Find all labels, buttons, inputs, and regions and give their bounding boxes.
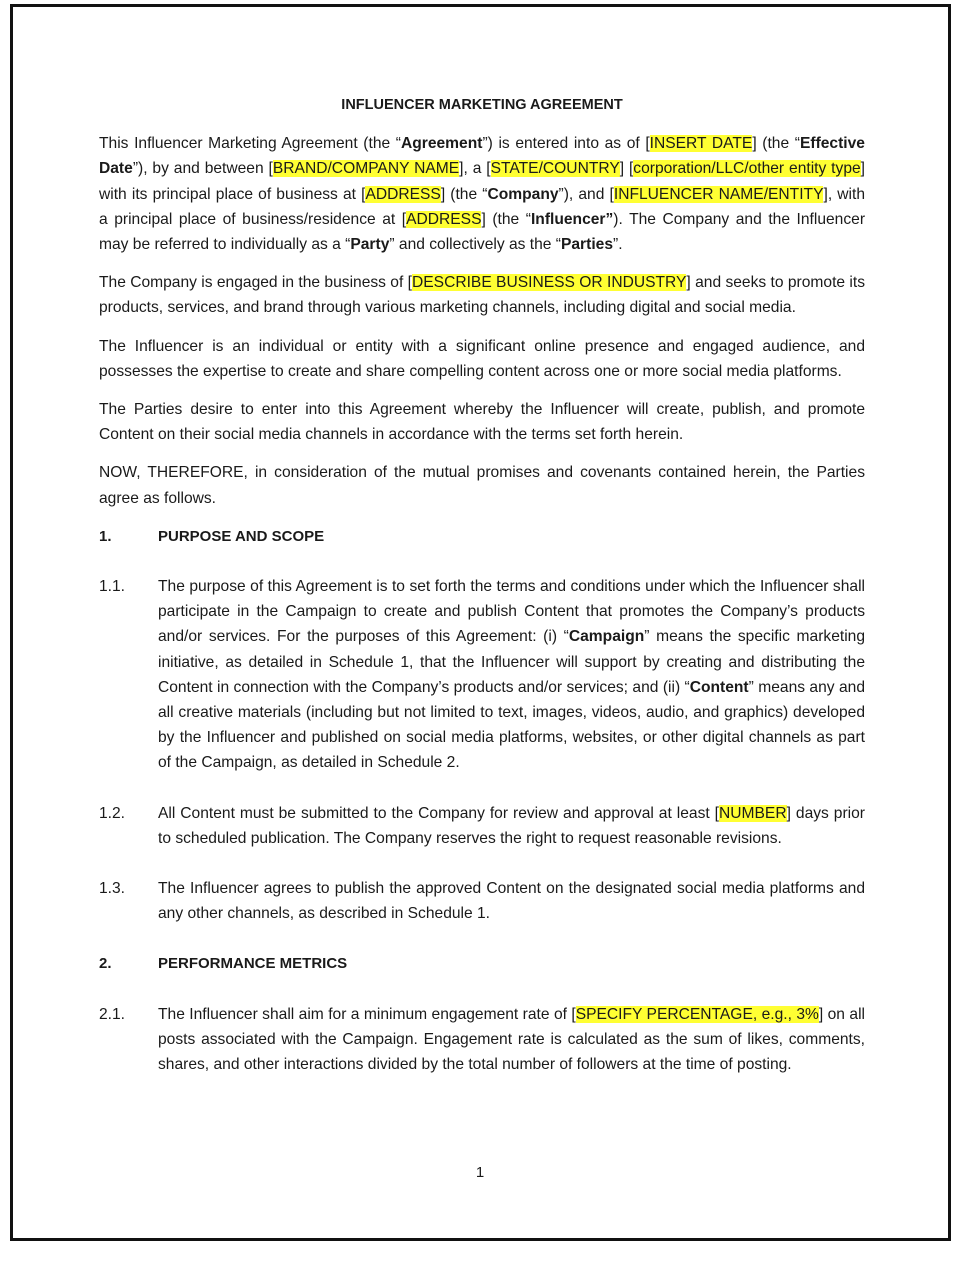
text-run: ” means any and all creative materials (including but not limited to text, images, videos, audio, and graphics) developed by the Influencer and published on social media platforms, websites, or other digital channels as part of the Campaign, as detailed in Schedule 2.: [158, 678, 865, 772]
text-run: This Influencer Marketing Agreement (the “: [99, 135, 401, 153]
section-number: 2.: [99, 955, 112, 973]
placeholder-business: DESCRIBE BUSINESS OR INDUSTRY: [412, 274, 687, 292]
placeholder-address-company: ADDRESS: [365, 185, 441, 203]
text-run: ] on all posts associated with the Campaign. Engagement rate is calculated as the sum of likes, comments, shares, and other interactions divided by the total number of followers at the time of posting.: [158, 1005, 865, 1074]
section-number: 1.: [99, 527, 112, 545]
clause-1-2: [99, 801, 865, 851]
text-run: ). The Company and the Influencer may be referred to individually as a “: [99, 210, 866, 254]
business-paragraph: [99, 270, 865, 320]
term-parties: Parties: [560, 236, 613, 254]
page-number: 1: [475, 1164, 485, 1181]
text-run: ”), and [: [558, 185, 614, 203]
influencer-paragraph: The Influencer is an individual or entity with a significant online presence and engaged audience, and possesses the expertise to create and share compelling content across one or more social media platforms.: [99, 337, 865, 380]
section-title: PERFORMANCE METRICS: [158, 955, 348, 973]
text-run: ” means the specific marketing initiative, as detailed in Schedule 1, that the Influencer will support by creating and distributing the Content in connection with the Company’s products and/or services; and (ii) “: [158, 628, 866, 696]
placeholder-insert-date: INSERT DATE: [649, 135, 753, 153]
clause-text: [158, 1002, 865, 1078]
text-run: ”), by and between [: [132, 160, 273, 178]
term-effective-date: Effective Date: [99, 135, 865, 178]
text-run: ] (the “: [481, 210, 531, 228]
clause-text: [158, 574, 865, 776]
text-run: ] (the “: [752, 135, 800, 153]
text-run: ], a [: [459, 160, 491, 178]
text-run: The Influencer shall aim for a minimum engagement rate of [: [158, 1005, 576, 1023]
placeholder-number: NUMBER: [719, 804, 787, 822]
placeholder-entity-type: corporation/LLC/other entity type: [633, 160, 861, 178]
section-heading-2: [99, 951, 865, 976]
text-run: The purpose of this Agreement is to set forth the terms and conditions under which the Influencer shall participate in the Campaign to create and publish Content that promotes the Company’s products and/or services. For the purposes of this Agreement: (i) “: [158, 578, 865, 646]
clause-2-1: [99, 1002, 865, 1078]
term-party: Party: [350, 236, 390, 254]
parties-desire-paragraph: The Parties desire to enter into this Agreement whereby the Influencer will create, publish, and promote Content on their social media channels in accordance with the terms set forth herein.: [99, 401, 865, 444]
text-run: ] [: [619, 160, 634, 178]
term-company: Company: [487, 185, 559, 203]
placeholder-brand-name: BRAND/COMPANY NAME: [272, 160, 460, 178]
clause-number: 1.2.: [99, 804, 126, 822]
text-run: ” and collectively as the “: [389, 236, 561, 254]
now-therefore-paragraph: NOW, THEREFORE, in consideration of the mutual promises and covenants contained herein, the Parties agree as follows.: [99, 464, 865, 507]
text-run: ] days prior to scheduled publication. The Company reserves the right to request reasonable revisions.: [158, 804, 865, 847]
term-campaign: Campaign: [568, 628, 645, 646]
placeholder-influencer-name: INFLUENCER NAME/ENTITY: [613, 185, 824, 203]
term-content: Content: [689, 678, 749, 696]
text-run: ] with its principal place of business at [: [99, 160, 866, 203]
clause-text: The Influencer agrees to publish the approved Content on the designated social media platforms and any other channels, as described in Schedule 1.: [158, 880, 865, 923]
clause-1-1: [99, 574, 865, 776]
clause-text: [158, 801, 865, 851]
text-run: ] (the “: [440, 185, 488, 203]
section-title: PURPOSE AND SCOPE: [158, 527, 325, 545]
term-agreement: Agreement: [400, 135, 483, 153]
text-run: ], with a principal place of business/residence at [: [99, 185, 866, 228]
text-run: ] and seeks to promote its products, services, and brand through various marketing channels, including digital and social media.: [99, 274, 866, 317]
document-title: INFLUENCER MARKETING AGREEMENT: [341, 97, 623, 113]
section-heading-1: [99, 524, 865, 549]
text-run: ”) is entered into as of [: [482, 135, 650, 153]
clause-number: 1.1.: [99, 578, 126, 596]
placeholder-state-country: STATE/COUNTRY: [490, 160, 620, 178]
text-run: ”.: [613, 236, 623, 254]
clause-number: 2.1.: [99, 1005, 126, 1023]
placeholder-percentage: SPECIFY PERCENTAGE, e.g., 3%: [575, 1005, 819, 1023]
clause-1-3: [99, 876, 865, 926]
intro-paragraph: [99, 131, 865, 257]
clause-number: 1.3.: [99, 880, 126, 898]
text-run: The Company is engaged in the business of [: [99, 274, 412, 292]
text-run: All Content must be submitted to the Company for review and approval at least [: [158, 804, 720, 822]
document-body: [99, 93, 865, 1102]
placeholder-address-influencer: ADDRESS: [406, 210, 482, 228]
term-influencer: Influencer”: [530, 210, 614, 228]
